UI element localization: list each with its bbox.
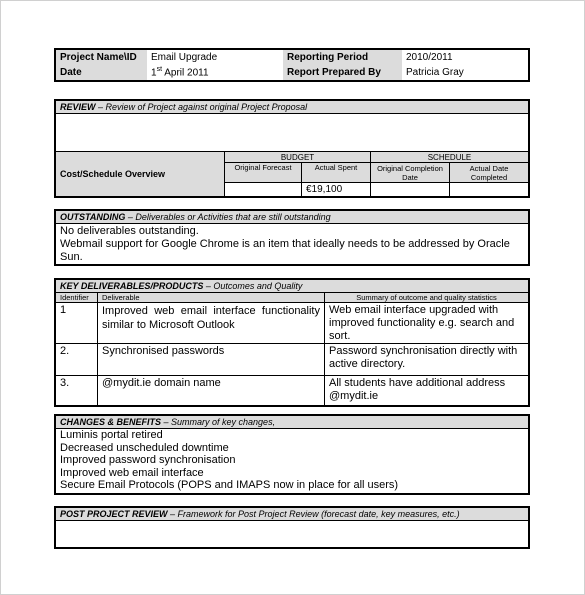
row-deliverable: @mydit.ie domain name bbox=[98, 376, 325, 406]
col-deliverable: Deliverable bbox=[98, 293, 325, 303]
outstanding-line-1: No deliverables outstanding. bbox=[60, 225, 199, 237]
post-review-table bbox=[54, 506, 530, 549]
changes-heading-cell bbox=[55, 415, 529, 429]
review-body bbox=[55, 114, 529, 152]
prepared-by-label: Report Prepared By bbox=[283, 65, 402, 81]
post-review-heading-cell bbox=[55, 507, 529, 521]
budget-header: BUDGET bbox=[225, 152, 371, 163]
outstanding-line-2: Webmail support for Google Chrome is an item that ideally needs to be addressed by Oracle Sun. bbox=[60, 238, 510, 263]
outstanding-subheading: – Deliverables or Activities that are still outstanding bbox=[125, 212, 331, 222]
table-row bbox=[55, 376, 529, 406]
row-identifier: 3. bbox=[55, 376, 98, 406]
actual-completed-header: Actual Date Completed bbox=[450, 163, 530, 183]
project-name-label: Project Name\ID bbox=[55, 49, 147, 65]
prepared-by-value: Patricia Gray bbox=[406, 67, 464, 78]
outstanding-table bbox=[54, 209, 530, 266]
list-item: Secure Email Protocols (POPS and IMAPS now in place for all users) bbox=[60, 479, 399, 492]
list-item: Decreased unscheduled downtime bbox=[60, 441, 229, 454]
date-rest: April 2011 bbox=[162, 67, 209, 79]
schedule-header: SCHEDULE bbox=[371, 152, 530, 163]
deliverables-subheading: – Outcomes and Quality bbox=[203, 281, 303, 291]
outstanding-heading: OUTSTANDING bbox=[60, 212, 126, 222]
row-deliverable: Synchronised passwords bbox=[98, 344, 325, 376]
review-table bbox=[54, 99, 530, 198]
list-item: Improved web email interface bbox=[60, 466, 204, 479]
original-completion-value bbox=[371, 183, 450, 197]
deliverables-heading: KEY DELIVERABLES/PRODUCTS bbox=[60, 281, 204, 291]
row-summary: All students have additional address @mydit.ie bbox=[325, 376, 530, 406]
project-name-value: Email Upgrade bbox=[151, 52, 218, 63]
changes-body bbox=[55, 429, 529, 495]
original-forecast-header: Original Forecast bbox=[225, 163, 302, 183]
col-summary: Summary of outcome and quality statistics bbox=[325, 293, 530, 303]
list-item: Improved password synchronisation bbox=[60, 454, 236, 467]
row-summary: Password synchronisation directly with active directory. bbox=[325, 344, 530, 376]
col-identifier: Identifier bbox=[55, 293, 98, 303]
project-info-table bbox=[54, 48, 530, 82]
deliverables-table bbox=[54, 278, 530, 407]
review-heading-cell bbox=[55, 100, 529, 114]
date-value bbox=[147, 65, 283, 81]
row-summary: Web email interface upgraded with improved functionality e.g. search and sort. bbox=[325, 303, 530, 344]
actual-completed-value bbox=[450, 183, 530, 197]
post-review-body bbox=[55, 521, 529, 549]
review-heading: REVIEW bbox=[60, 102, 96, 112]
original-completion-header: Original Completion Date bbox=[371, 163, 450, 183]
changes-table bbox=[54, 414, 530, 495]
table-row bbox=[55, 303, 529, 344]
actual-spent-header: Actual Spent bbox=[302, 163, 371, 183]
list-item: Luminis portal retired bbox=[60, 429, 163, 441]
outstanding-heading-cell bbox=[55, 210, 529, 224]
deliverables-heading-cell bbox=[55, 279, 529, 293]
date-label: Date bbox=[55, 65, 147, 81]
outstanding-body bbox=[55, 224, 529, 266]
date-day: 1 bbox=[151, 67, 157, 79]
post-review-heading: POST PROJECT REVIEW bbox=[60, 509, 168, 519]
reporting-period-label: Reporting Period bbox=[283, 49, 402, 65]
row-identifier: 2. bbox=[55, 344, 98, 376]
date-suffix: st bbox=[156, 66, 163, 74]
reporting-period-value: 2010/2011 bbox=[406, 52, 453, 63]
row-identifier: 1 bbox=[55, 303, 98, 344]
review-subheading: – Review of Project against original Project Proposal bbox=[95, 102, 308, 112]
post-review-subheading: – Framework for Post Project Review (forecast date, key measures, etc.) bbox=[167, 509, 460, 519]
changes-heading: CHANGES & BENEFITS bbox=[60, 417, 162, 427]
original-forecast-value bbox=[225, 183, 302, 197]
table-row bbox=[55, 344, 529, 376]
row-deliverable: Improved web email interface functionality similar to Microsoft Outlook bbox=[98, 303, 325, 344]
cost-schedule-label: Cost/Schedule Overview bbox=[55, 152, 225, 197]
actual-spent-value: €19,100 bbox=[302, 183, 371, 197]
changes-subheading: – Summary of key changes, bbox=[161, 417, 276, 427]
